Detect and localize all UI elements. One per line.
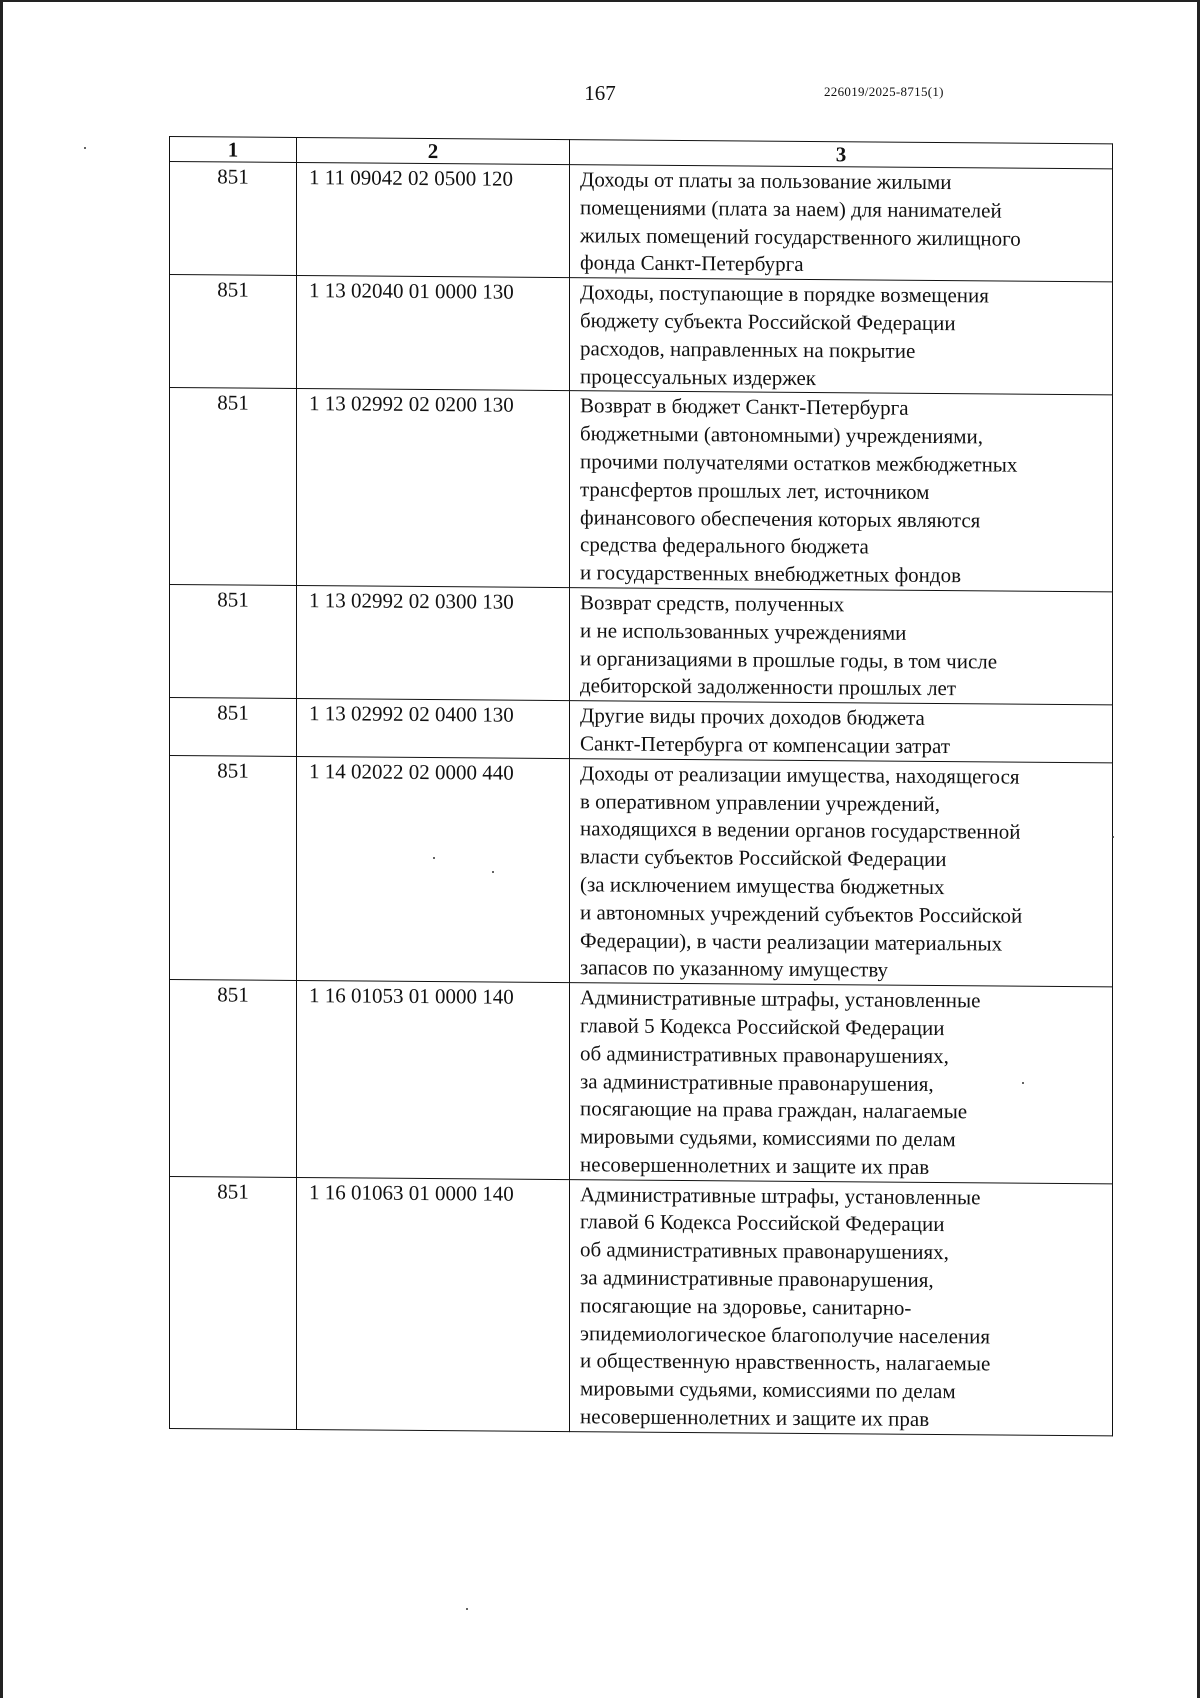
table-row <box>170 584 1113 705</box>
description-cell: Другие виды прочих доходов бюджета Санкт-Петербурга от компенсации затрат <box>570 701 1113 763</box>
page-number: 167 <box>584 81 616 105</box>
scan-speck <box>433 857 435 859</box>
table-row <box>170 162 1113 283</box>
table-body <box>170 162 1113 1436</box>
column-header-1: 1 <box>170 137 297 163</box>
description-cell: Административные штрафы, установленные главой 5 Кодекса Российской Федерации об административных правонарушениях, за административные правонарушения, посягающие на права граждан, налагаемые мировыми судьями, комиссиями по делам несовершеннолетних и защите их прав <box>570 983 1113 1184</box>
budget-code-cell: 1 16 01063 01 0000 140 <box>297 1177 570 1431</box>
column-header-2: 2 <box>297 138 570 165</box>
scan-speck <box>1112 836 1114 838</box>
admin-code-cell: 851 <box>170 980 297 1178</box>
admin-code-cell: 851 <box>170 755 297 980</box>
table-row <box>170 755 1113 987</box>
scan-speck <box>1022 1082 1024 1084</box>
page-border-top <box>0 0 1200 2</box>
budget-code-cell: 1 13 02040 01 0000 130 <box>297 276 570 391</box>
description-cell: Доходы от реализации имущества, находящегося в оперативном управлении учреждений, находящихся в ведении органов государственной власти субъектов Российской Федерации (за исключением имущества бюджетных и автономных учреждений субъектов Российской Федерации), в части реализации материальных запасов по указанному имуществу <box>570 758 1113 987</box>
scan-speck <box>84 147 86 149</box>
table-row <box>170 388 1113 592</box>
column-header-3: 3 <box>570 140 1113 169</box>
admin-code-cell: 851 <box>170 275 297 389</box>
description-cell: Доходы от платы за пользование жилыми помещениями (плата за наем) для нанимателей жилых помещений государственного жилищного фонда Санкт-Петербурга <box>570 165 1113 282</box>
admin-code-cell: 851 <box>170 388 297 586</box>
admin-code-cell: 851 <box>170 698 297 757</box>
table-row <box>170 1176 1113 1436</box>
description-cell: Возврат в бюджет Санкт-Петербурга бюджетными (автономными) учреждениями, прочими получателями остатков межбюджетных трансфертов прошлых лет, источником финансового обеспечения которых являются средства федерального бюджета и государственных внебюджетных фондов <box>570 391 1113 592</box>
description-cell: Доходы, поступающие в порядке возмещения бюджету субъекта Российской Федерации расходов, направленных на покрытие процессуальных издержек <box>570 278 1113 395</box>
budget-code-cell: 1 13 02992 02 0200 130 <box>297 389 570 588</box>
scan-speck <box>492 871 494 873</box>
page-border-left <box>0 0 3 1698</box>
scan-speck <box>466 1608 468 1610</box>
budget-code-cell: 1 13 02992 02 0400 130 <box>297 699 570 759</box>
admin-code-cell: 851 <box>170 162 297 276</box>
budget-code-cell: 1 13 02992 02 0300 130 <box>297 585 570 700</box>
description-cell: Возврат средств, полученных и не использованных учреждениями и организациями в прошлые годы, в том числе дебиторской задолженности прошлых лет <box>570 588 1113 705</box>
document-code: 226019/2025-8715(1) <box>824 84 944 99</box>
budget-code-cell: 1 16 01053 01 0000 140 <box>297 981 570 1180</box>
table-row <box>170 275 1113 396</box>
budget-code-cell: 1 14 02022 02 0000 440 <box>297 756 570 983</box>
table-row <box>170 980 1113 1184</box>
admin-code-cell: 851 <box>170 584 297 698</box>
admin-code-cell: 851 <box>170 1176 297 1429</box>
description-cell: Административные штрафы, установленные главой 6 Кодекса Российской Федерации об административных правонарушениях, за административные правонарушения, посягающие на здоровье, санитарно- эпидемиологическое благополучие населения и общественную нравственность, налагаемые мировыми судьями, комиссиями по делам несовершеннолетних и защите их прав <box>570 1179 1113 1435</box>
table-row <box>170 698 1113 763</box>
budget-code-cell: 1 11 09042 02 0500 120 <box>297 163 570 278</box>
revenue-codes-table <box>169 136 1113 1436</box>
